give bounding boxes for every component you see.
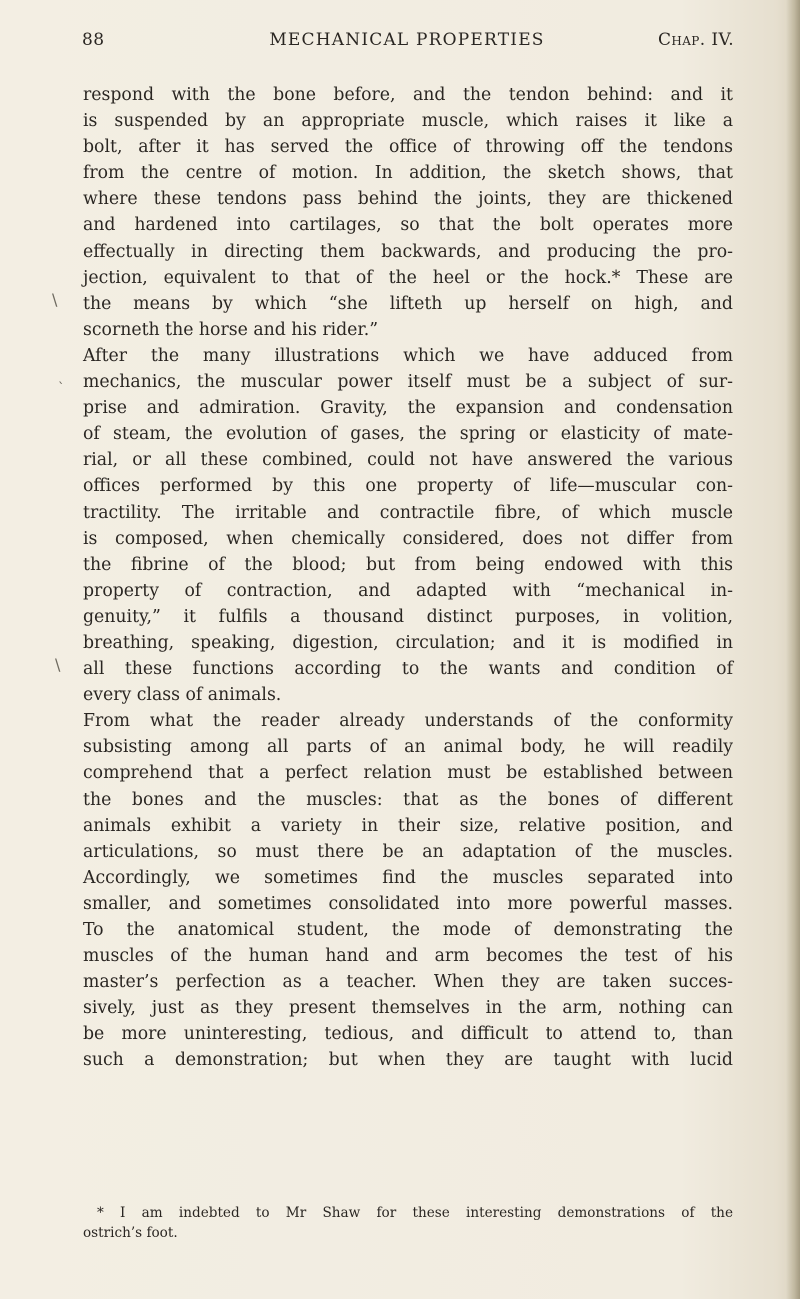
text-line: master’s perfection as a teacher. When they are taken succes-: [83, 972, 733, 993]
text-line: the means by which “she lifteth up herself on high, and: [83, 293, 733, 314]
text-line: the fibrine of the blood; but from being endowed with this: [83, 554, 733, 575]
text-line: tractility. The irritable and contractile fibre, of which muscle: [83, 502, 733, 523]
text-line: bolt, after it has served the office of throwing off the tendons: [83, 137, 733, 158]
text-line: comprehend that a perfect relation must be established between: [83, 763, 733, 784]
page-number: 88: [82, 30, 105, 50]
text-line: is composed, when chemically considered, does not differ from: [83, 528, 733, 549]
text-line: such a demonstration; but when they are taught with lucid: [83, 1050, 733, 1071]
text-line: of steam, the evolution of gases, the spring or elasticity of mate-: [83, 424, 733, 445]
body-text: [83, 82, 733, 1074]
text-line: rial, or all these combined, could not have answered the various: [83, 450, 733, 471]
text-line: Accordingly, we sometimes find the muscles separated into: [83, 867, 733, 888]
text-line: After the many illustrations which we have adduced from: [83, 345, 733, 366]
text-line: be more uninteresting, tedious, and difficult to attend to, than: [83, 1024, 733, 1045]
text-line: animals exhibit a variety in their size, relative position, and: [83, 815, 733, 836]
margin-mark: \: [55, 655, 61, 674]
text-line: the bones and the muscles: that as the bones of different: [83, 789, 733, 810]
text-line: jection, equivalent to that of the heel or the hock.* These are: [83, 267, 733, 288]
text-line: genuity,” it fulfils a thousand distinct purposes, in volition,: [83, 606, 733, 627]
text-line: articulations, so must there be an adaptation of the muscles.: [83, 841, 733, 862]
text-line: muscles of the human hand and arm becomes the test of his: [83, 946, 733, 967]
margin-mark: \: [52, 290, 58, 309]
text-line: subsisting among all parts of an animal body, he will readily: [83, 737, 733, 758]
chapter-label: Chap. IV.: [657, 30, 734, 50]
text-line: To the anatomical student, the mode of demonstrating the: [83, 920, 733, 940]
text-line: respond with the bone before, and the tendon behind: and it: [83, 85, 733, 105]
text-line: From what the reader already understands of the conformity: [83, 711, 733, 732]
text-line: prise and admiration. Gravity, the expansion and condensation: [83, 398, 733, 419]
margin-mark: ˎ: [58, 370, 65, 385]
page-edge-shadow: [786, 0, 800, 1299]
text-line: all these functions according to the wants and condition of: [83, 659, 733, 680]
text-line: smaller, and sometimes consolidated into more powerful masses.: [83, 893, 733, 914]
text-line: scorneth the horse and his rider.”: [83, 319, 379, 340]
text-line: and hardened into cartilages, so that the bolt operates more: [83, 215, 733, 236]
text-line: from the centre of motion. In addition, the sketch shows, that: [83, 163, 733, 184]
text-line: sively, just as they present themselves in the arm, nothing can: [83, 998, 733, 1019]
text-line: every class of animals.: [83, 685, 282, 706]
running-title: MECHANICAL PROPERTIES: [269, 30, 545, 50]
text-line: effectually in directing them backwards, and producing the pro-: [83, 241, 733, 262]
footnote-line: ostrich’s foot.: [83, 1225, 178, 1241]
footnote: [83, 1203, 733, 1243]
text-line: breathing, speaking, digestion, circulation; and it is modified in: [83, 632, 733, 653]
text-line: where these tendons pass behind the joints, they are thickened: [83, 189, 733, 210]
text-line: offices performed by this one property of life—muscular con-: [83, 476, 733, 497]
text-line: property of contraction, and adapted with “mechanical in-: [83, 580, 733, 601]
running-header: [80, 24, 734, 58]
text-line: is suspended by an appropriate muscle, which raises it like a: [83, 111, 733, 132]
footnote-line: * I am indebted to Mr Shaw for these interesting demonstrations of the: [97, 1205, 733, 1221]
text-line: mechanics, the muscular power itself must be a subject of sur-: [83, 372, 733, 393]
